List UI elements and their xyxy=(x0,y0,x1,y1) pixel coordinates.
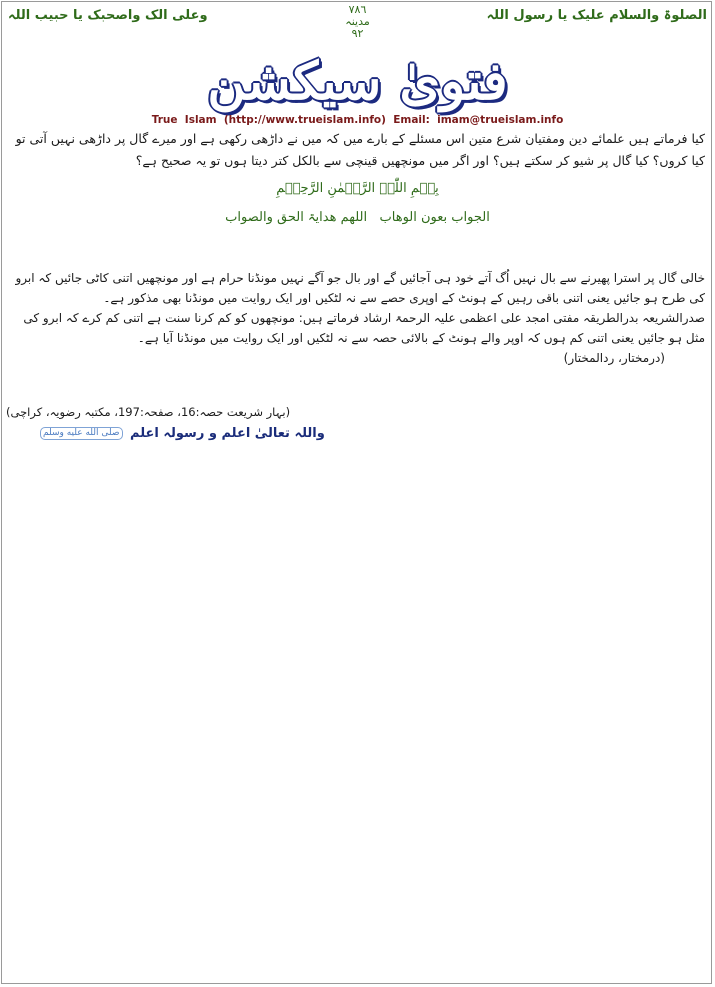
answer-body xyxy=(6,268,705,368)
answer-paragraph-2-text: صدرالشریعہ بدرالطریقہ مفتی امجد علی اعظمی علیہ الرحمۃ ارشاد فرماتے ہیں: مونچھوں کو کم کرنا سنت ہے اتنی کم کرے کہ ابرو کی مثل ہو جائیں یعنی اتنی کم ہوں کہ اوپر والے ہونٹ کے بالائی حصہ سے نہ لٹکیں اور ایک روایت میں مونڈنا آیا ہے۔ xyxy=(23,311,705,345)
book-reference: (بہار شریعت حصہ:16، صفحہ:197، مکتبہ رضویہ، کراچی) xyxy=(6,405,291,419)
closing-text: واللہ تعالیٰ اعلم و رسولہ اعلم xyxy=(130,426,325,441)
contact-line: True Islam (http://www.trueislam.info) Email: imam@trueislam.info xyxy=(151,114,564,126)
salutation-seal-icon: صلى الله عليه وسلم xyxy=(40,427,123,440)
bismillah: بِسۡمِ اللّٰہِ الرَّحۡمٰنِ الرَّحِیۡمِ xyxy=(276,181,439,196)
question-text: کیا فرماتے ہیں علمائے دین ومفتیان شرع متین اس مسئلے کے بارے میں کہ میں نے داڑھی رکھی ہے اور میرے گال پر داڑھی نہیں آتی تو کیا کروں؟ کیا گال پر شیو کر سکتے ہیں؟ اور اگر میں مونچھیں قینچی سے بالکل کتر دیتا ہوں تو یہ صحیح ہے؟ xyxy=(15,131,705,168)
closing-line xyxy=(40,426,325,441)
header-number-top: ۷۸٦ xyxy=(348,3,367,16)
answer-heading: الجواب بعون الوھاب اللھم ھدایۃ الحق والصواب xyxy=(225,210,490,225)
header-salutation-right: الصلوۃ والسلام علیک یا رسول اللہ xyxy=(486,8,707,23)
header-number-middle: مدینہ xyxy=(345,15,370,28)
page-title: فتویٰ سیکشن xyxy=(207,51,508,112)
answer-paragraph-1: خالی گال پر استرا پھیرنے سے بال نہیں اُگ آتے خود ہی آجائیں گے اور بال جو آگے نہیں مونڈنا حرام ہے اور مونچھیں اتنی کاٹی جائیں کہ ابرو کی طرح ہو جائیں یعنی اتنی باقی رہیں کے ہونٹ کے اوپری حصے سے نہ لٹکیں اور ایک روایت میں مونڈنا بھی مذکور ہے۔ xyxy=(15,271,705,305)
header-number-bottom: ۹۲ xyxy=(351,27,364,40)
answer-paragraph-2 xyxy=(6,308,705,368)
header-salutation-left: وعلی الک واصحبک یا حبیب اللہ xyxy=(8,8,208,23)
inline-reference: (درمختار، ردالمختار) xyxy=(563,351,665,365)
